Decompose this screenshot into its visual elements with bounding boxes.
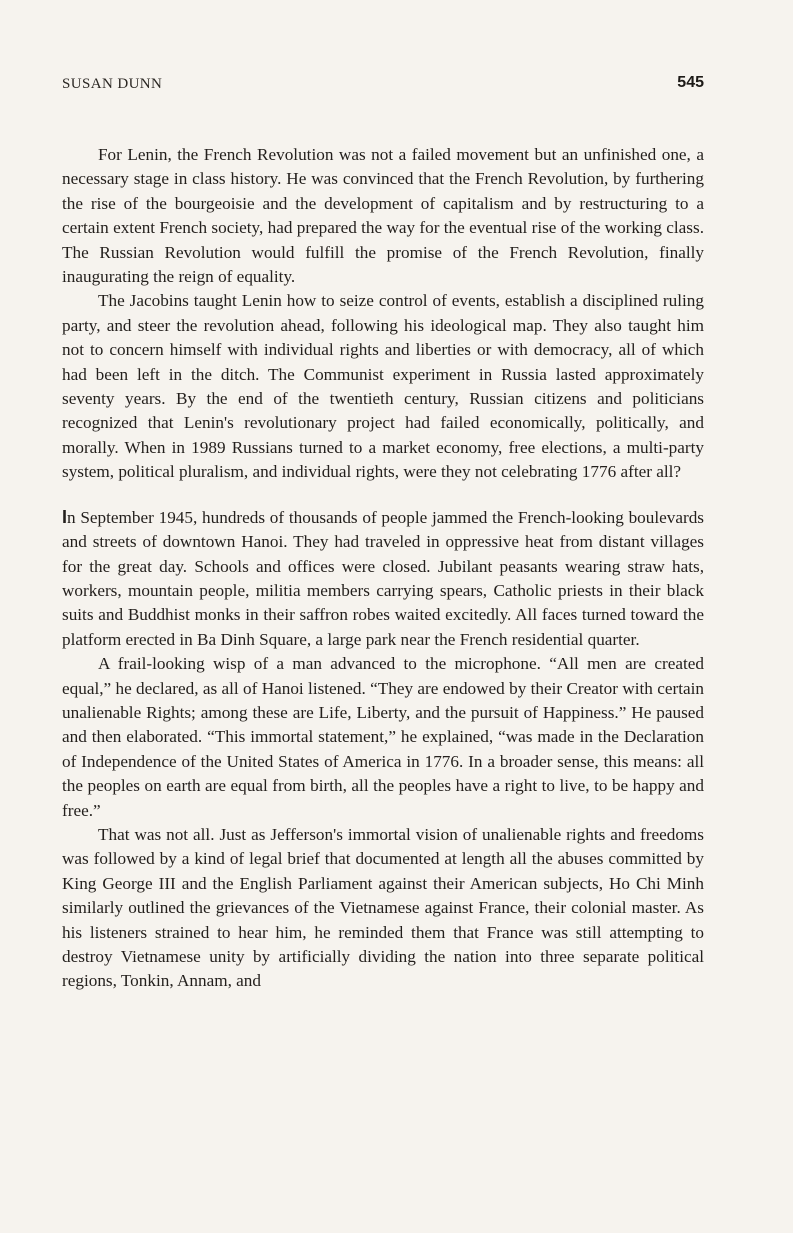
section-opening-paragraph: [62, 505, 704, 652]
paragraph: That was not all. Just as Jefferson's immortal vision of unalienable rights and freedoms was followed by a kind of legal brief that documented at length all the abuses committed by King George III and the English Parliament against their American subjects, Ho Chi Minh similarly outlined the grievances of the Vietnamese against France, their colonial master. As his listeners strained to hear him, he reminded them that France was still attempting to destroy Vietnamese unity by artificially dividing the nation into three separate political regions, Tonkin, Annam, and: [62, 824, 704, 991]
paragraph: A frail-looking wisp of a man advanced to the microphone. “All men are created equal,” he declared, as all of Hanoi listened. “They are endowed by their Creator with certain unalienable Rights; among these are Life, Liberty, and the pursuit of Happiness.” He paused and then elaborated. “This immortal statement,” he explained, “was made in the Declaration of Independence of the United States of America in 1776. In a broader sense, this means: all the peoples on earth are equal from birth, all the peoples have a right to live, to be happy and free.”: [62, 654, 704, 820]
paragraph: For Lenin, the French Revolution was not a failed movement but an unfinished one, a necessary stage in class history. He was convinced that the French Revolution, by furthering the rise of the bourgeoisie and the development of capitalism and by restructuring to a certain extent French society, had prepared the way for the eventual rise of the working class. The Russian Revolution would fulfill the promise of the French Revolution, finally inaugurating the reign of equality.: [62, 145, 704, 287]
running-head-author: SUSAN DUNN: [62, 76, 163, 92]
running-head: [62, 72, 704, 98]
book-page: [62, 0, 704, 1233]
section-initial: I: [62, 506, 68, 527]
paragraph-text: n September 1945, hundreds of thousands of people jammed the French-looking boulevards and streets of downtown Hanoi. They had traveled in oppressive heat from distant villages for the great day. Schools and offices were closed. Jubilant peasants wearing straw hats, workers, mountain people, militia members carrying spears, Catholic priests in their black suits and Buddhist monks in their saffron robes waited excitedly. All faces turned toward the platform erected in Ba Dinh Square, a large park near the French residential quarter.: [62, 507, 704, 649]
paragraph: The Jacobins taught Lenin how to seize control of events, establish a disciplined ruling party, and steer the revolution ahead, following his ideological map. They also taught him not to concern himself with individual rights and liberties or with democracy, all of which had been left in the ditch. The Communist experiment in Russia lasted approximately seventy years. By the end of the twentieth century, Russian citizens and politicians recognized that Lenin's revolutionary project had failed economically, politically, and morally. When in 1989 Russians turned to a market economy, free elections, a multi-party system, political pluralism, and individual rights, were they not celebrating 1776 after all?: [62, 291, 704, 482]
body-text: [62, 143, 704, 994]
page-number: 545: [677, 74, 704, 91]
